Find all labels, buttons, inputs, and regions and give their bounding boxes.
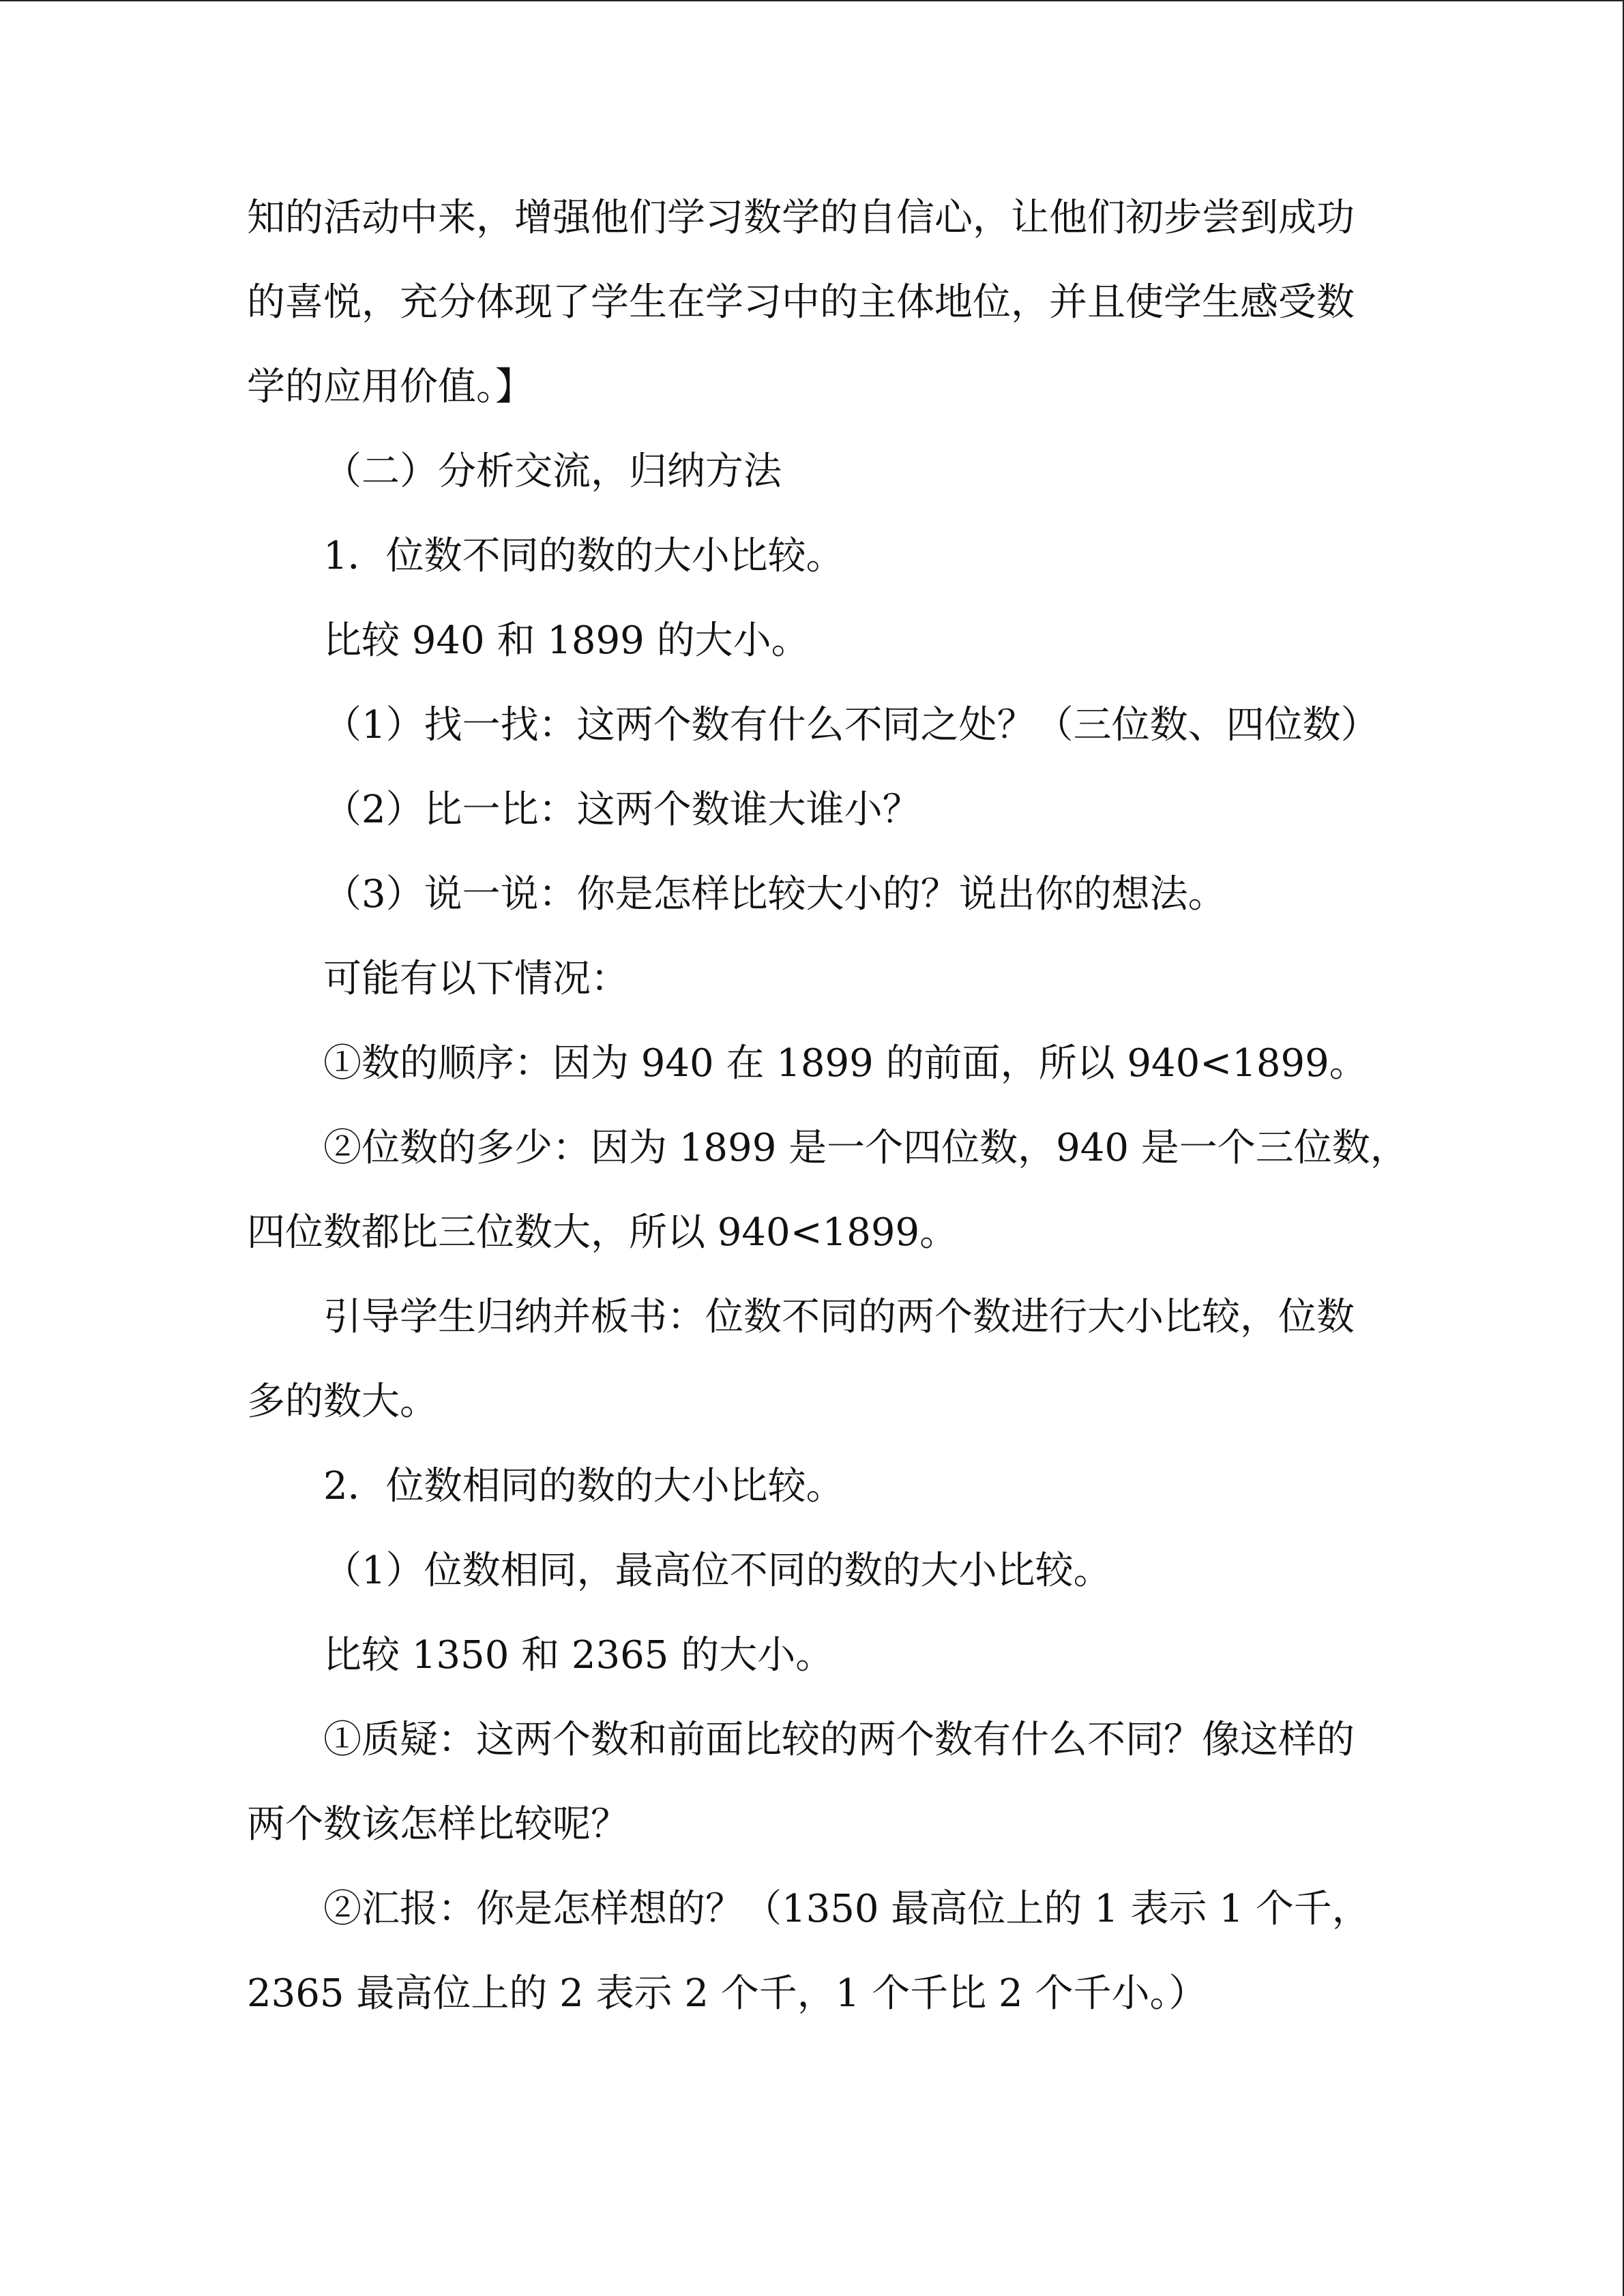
text-line-2: 的喜悦，充分体现了学生在学习中的主体地位，并且使学生感受数 xyxy=(247,280,1355,325)
page-border-top xyxy=(0,0,1624,1)
text-line-6: 比较 940 和 1899 的大小。 xyxy=(323,618,810,663)
text-line-3: 学的应用价值。】 xyxy=(247,365,533,409)
text-line-11: ①数的顺序：因为 940 在 1899 的前面，所以 940<1899。 xyxy=(323,1041,1368,1086)
text-line-13: 四位数都比三位数大，所以 940<1899。 xyxy=(247,1210,958,1255)
text-line-18: 比较 1350 和 2365 的大小。 xyxy=(323,1633,834,1678)
text-line-1: 知的活动中来，增强他们学习数学的自信心，让他们初步尝到成功 xyxy=(247,196,1355,240)
text-line-9: （3）说一说：你是怎样比较大小的？说出你的想法。 xyxy=(323,872,1226,916)
text-line-20: 两个数该怎样比较呢？ xyxy=(247,1802,629,1847)
text-line-10: 可能有以下情况： xyxy=(323,957,629,1001)
text-line-12: ②位数的多少：因为 1899 是一个四位数，940 是一个三位数， xyxy=(323,1126,1408,1170)
text-line-15: 多的数大。 xyxy=(247,1380,438,1424)
text-line-17: （1）位数相同，最高位不同的数的大小比较。 xyxy=(323,1549,1112,1593)
subsection-heading-2: 2．位数相同的数的大小比较。 xyxy=(323,1464,844,1508)
text-line-19: ①质疑：这两个数和前面比较的两个数有什么不同？像这样的 xyxy=(323,1718,1355,1762)
text-line-7: （1）找一找：这两个数有什么不同之处？（三位数、四位数） xyxy=(323,703,1379,747)
text-line-21: ②汇报：你是怎样想的？（1350 最高位上的 1 表示 1 个千， xyxy=(323,1887,1370,1931)
text-line-22: 2365 最高位上的 2 表示 2 个千，1 个千比 2 个千小。） xyxy=(247,1971,1207,2016)
text-line-14: 引导学生归纳并板书：位数不同的两个数进行大小比较，位数 xyxy=(323,1295,1355,1339)
text-line-8: （2）比一比：这两个数谁大谁小？ xyxy=(323,788,921,832)
subsection-heading-1: 1．位数不同的数的大小比较。 xyxy=(323,534,844,578)
section-heading: （二）分析交流，归纳方法 xyxy=(323,449,782,494)
